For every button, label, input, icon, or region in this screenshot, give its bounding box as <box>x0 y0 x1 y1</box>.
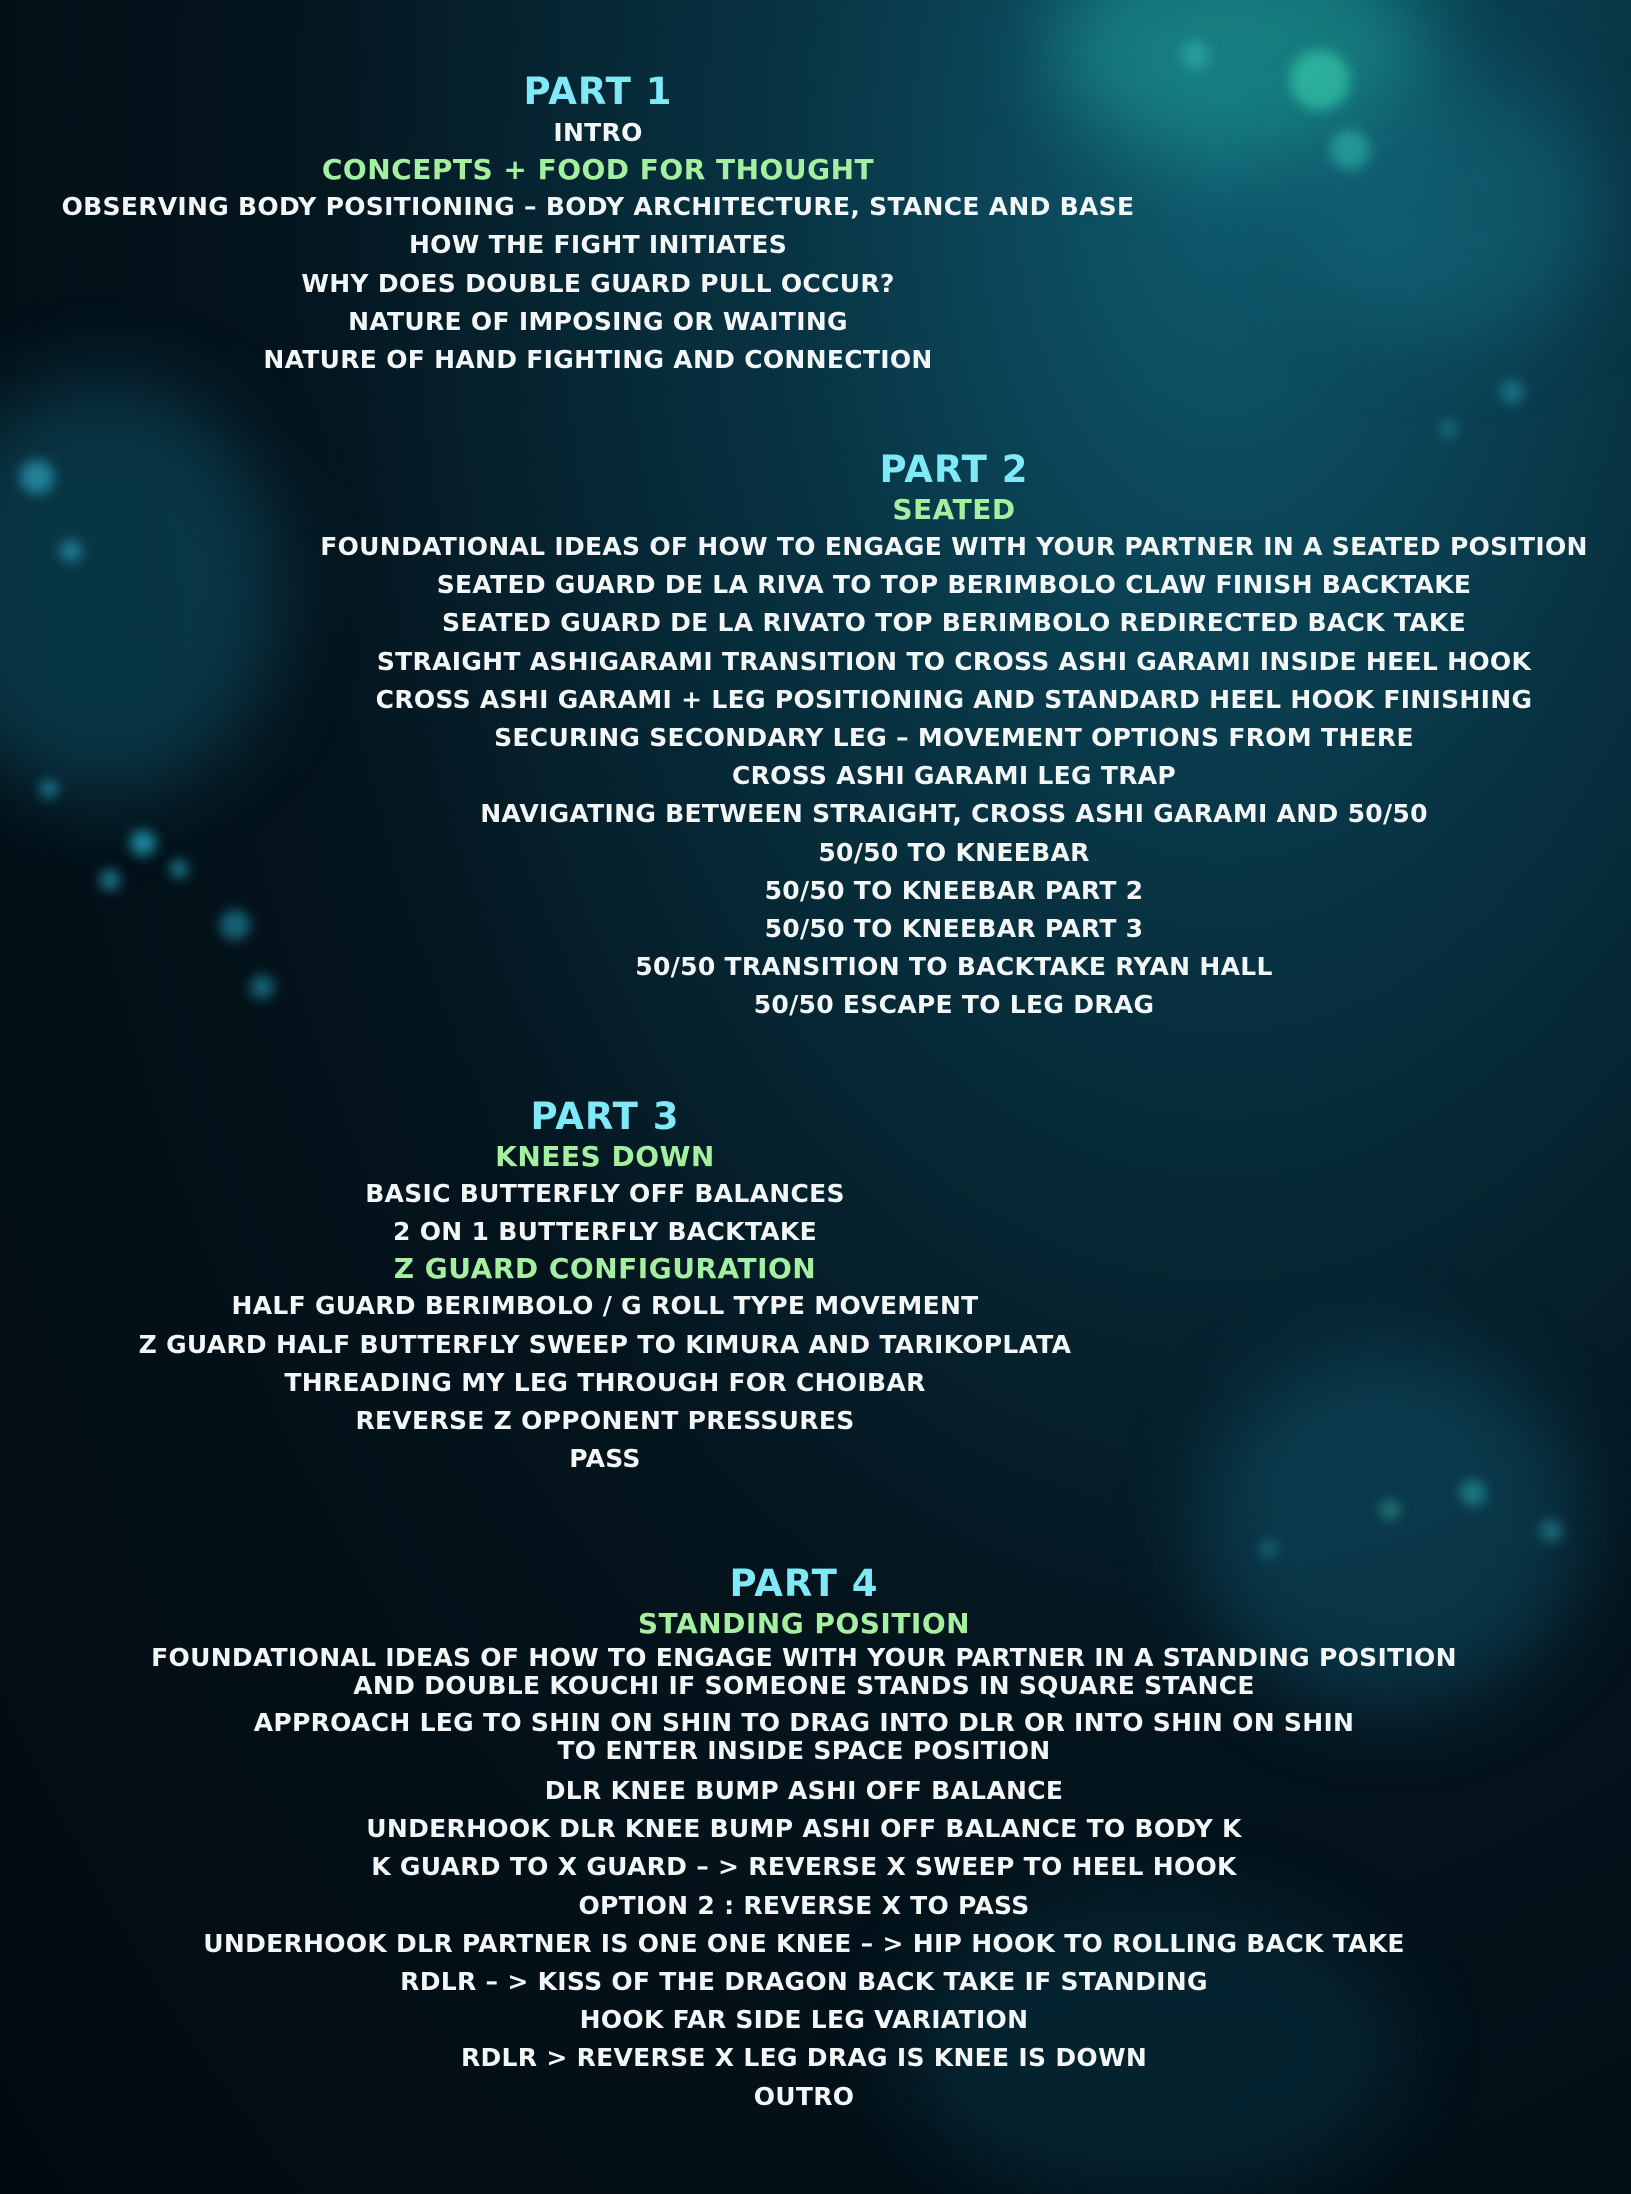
agenda-item: REVERSE Z OPPONENT PRESSURES <box>355 1406 855 1436</box>
agenda-item-line-1: FOUNDATIONAL IDEAS OF HOW TO ENGAGE WITH YOUR PARTNER IN A STANDING POSITION <box>151 1643 1457 1672</box>
part-1-section <box>0 70 1196 379</box>
part-4-section <box>0 1562 1608 2116</box>
agenda-item: INTRO <box>553 118 643 147</box>
agenda-item: 2 ON 1 BUTTERFLY BACKTAKE <box>393 1217 817 1247</box>
agenda-item: PASS <box>569 1444 641 1474</box>
agenda-item: 50/50 TO KNEEBAR <box>818 837 1090 867</box>
agenda-item-line-2: AND DOUBLE KOUCHI IF SOMEONE STANDS IN SQUARE STANCE <box>353 1671 1255 1700</box>
agenda-item: DLR KNEE BUMP ASHI OFF BALANCE <box>544 1776 1064 1805</box>
agenda-item: HOW THE FIGHT INITIATES <box>408 230 788 260</box>
agenda-item <box>254 1709 1355 1765</box>
agenda-item: THREADING MY LEG THROUGH FOR CHOIBAR <box>284 1367 926 1397</box>
agenda-item: BASIC BUTTERFLY OFF BALANCES <box>365 1179 845 1208</box>
part-4-title: PART 4 <box>729 1562 879 1605</box>
section-subheading: KNEES DOWN <box>495 1140 715 1173</box>
agenda-item: OBSERVING BODY POSITIONING – BODY ARCHITECTURE, STANCE AND BASE <box>61 192 1135 222</box>
agenda-item: 50/50 TRANSITION TO BACKTAKE RYAN HALL <box>635 952 1273 982</box>
agenda-item: RDLR > REVERSE X LEG DRAG IS KNEE IS DOWN <box>460 2043 1148 2073</box>
agenda-item: SEATED GUARD DE LA RIVATO TOP BERIMBOLO REDIRECTED BACK TAKE <box>442 608 1466 638</box>
agenda-item: CROSS ASHI GARAMI + LEG POSITIONING AND STANDARD HEEL HOOK FINISHING <box>375 684 1533 714</box>
part-3-section <box>0 1095 1210 1478</box>
agenda-item <box>151 1644 1457 1700</box>
agenda-item: OUTRO <box>753 2081 855 2111</box>
agenda-item: NATURE OF HAND FIGHTING AND CONNECTION <box>263 345 933 375</box>
agenda-item: SEATED GUARD DE LA RIVA TO TOP BERIMBOLO CLAW FINISH BACKTAKE <box>436 570 1472 600</box>
agenda-item: NATURE OF IMPOSING OR WAITING <box>348 306 848 336</box>
section-subheading: CONCEPTS + FOOD FOR THOUGHT <box>321 153 875 187</box>
agenda-item: HOOK FAR SIDE LEG VARIATION <box>579 2005 1029 2035</box>
part-2-title: PART 2 <box>879 448 1029 491</box>
agenda-item: SECURING SECONDARY LEG – MOVEMENT OPTIONS FROM THERE <box>494 723 1414 753</box>
part-2-section <box>320 448 1588 1025</box>
section-subheading: STANDING POSITION <box>637 1607 971 1640</box>
agenda-item: Z GUARD HALF BUTTERFLY SWEEP TO KIMURA AND TARIKOPLATA <box>138 1329 1072 1359</box>
agenda-item-line-1: APPROACH LEG TO SHIN ON SHIN TO DRAG INTO DLR OR INTO SHIN ON SHIN <box>253 1708 1355 1737</box>
agenda-item: 50/50 TO KNEEBAR PART 3 <box>764 914 1144 944</box>
agenda-item: HALF GUARD BERIMBOLO / G ROLL TYPE MOVEMENT <box>231 1291 979 1321</box>
agenda-item: 50/50 TO KNEEBAR PART 2 <box>764 875 1144 905</box>
agenda-item: OPTION 2 : REVERSE X TO PASS <box>578 1890 1030 1920</box>
section-subheading: SEATED <box>892 493 1016 526</box>
agenda-item: UNDERHOOK DLR PARTNER IS ONE ONE KNEE – > HIP HOOK TO ROLLING BACK TAKE <box>203 1928 1405 1958</box>
part-3-title: PART 3 <box>530 1095 680 1138</box>
agenda-item: FOUNDATIONAL IDEAS OF HOW TO ENGAGE WITH YOUR PARTNER IN A SEATED POSITION <box>320 532 1588 561</box>
agenda-item: STRAIGHT ASHIGARAMI TRANSITION TO CROSS ASHI GARAMI INSIDE HEEL HOOK <box>376 646 1532 676</box>
part-1-title: PART 1 <box>523 70 673 113</box>
section-subheading: Z GUARD CONFIGURATION <box>393 1252 817 1286</box>
agenda-item: NAVIGATING BETWEEN STRAIGHT, CROSS ASHI GARAMI AND 50/50 <box>480 799 1428 829</box>
agenda-item: WHY DOES DOUBLE GUARD PULL OCCUR? <box>301 268 895 298</box>
agenda-item: UNDERHOOK DLR KNEE BUMP ASHI OFF BALANCE TO BODY K <box>366 1814 1242 1844</box>
agenda-item-line-2: TO ENTER INSIDE SPACE POSITION <box>557 1736 1051 1765</box>
agenda-item: 50/50 ESCAPE TO LEG DRAG <box>753 990 1155 1020</box>
agenda-item: K GUARD TO X GUARD – > REVERSE X SWEEP TO HEEL HOOK <box>371 1852 1237 1882</box>
agenda-item: RDLR – > KISS OF THE DRAGON BACK TAKE IF STANDING <box>400 1967 1208 1997</box>
agenda-item: CROSS ASHI GARAMI LEG TRAP <box>731 761 1177 791</box>
